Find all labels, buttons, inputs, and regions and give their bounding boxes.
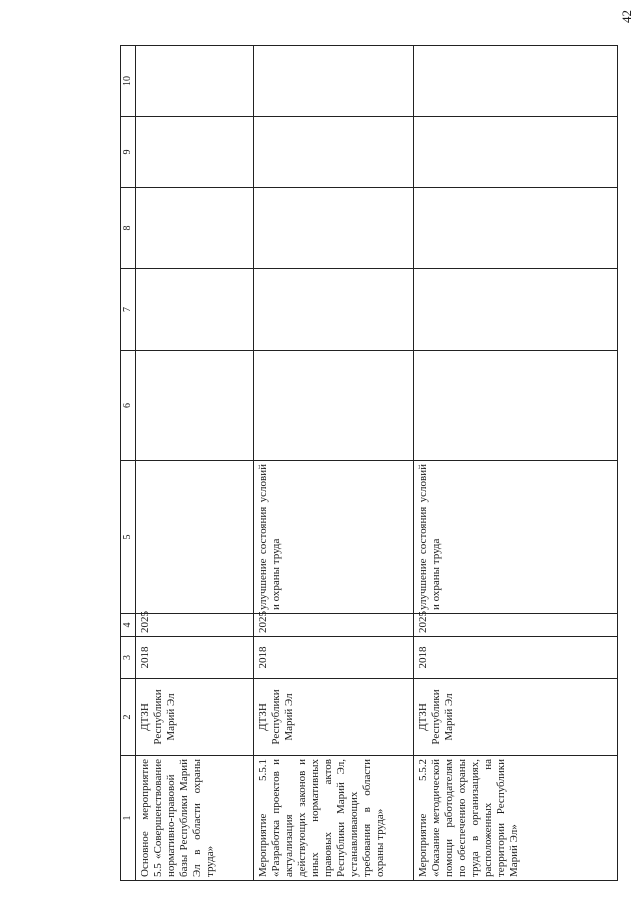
end-year-cell: 2025 bbox=[414, 614, 618, 637]
column-header-7: 7 bbox=[121, 269, 136, 351]
cell-col-10 bbox=[136, 46, 254, 117]
cell-col-6 bbox=[254, 351, 414, 461]
column-header-1: 1 bbox=[121, 756, 136, 881]
table-row bbox=[136, 46, 254, 881]
column-header-8: 8 bbox=[121, 188, 136, 269]
executor-cell: ДТЗН Республики Марий Эл bbox=[136, 679, 254, 756]
cell-col-7 bbox=[414, 269, 618, 351]
cell-col-9 bbox=[414, 117, 618, 188]
column-header-9: 9 bbox=[121, 117, 136, 188]
executor-cell: ДТЗН Республики Марий Эл bbox=[254, 679, 414, 756]
cell-col-10 bbox=[414, 46, 618, 117]
cell-col-7 bbox=[254, 269, 414, 351]
result-cell: улучшение состояния условий и охраны труда bbox=[254, 461, 414, 614]
cell-col-8 bbox=[136, 188, 254, 269]
cell-col-6 bbox=[414, 351, 618, 461]
table-row bbox=[414, 46, 618, 881]
column-header-3: 3 bbox=[121, 637, 136, 679]
measure-name-cell: Основное мероприятие 5.5 «Совершенствование нормативно-правовой базы Республики Марий Эл в области охраны труда» bbox=[136, 756, 254, 881]
result-cell bbox=[136, 461, 254, 614]
measure-name-cell: Мероприятие 5.5.1 «Разработка проектов и актуализация действующих законов и иных нормативных правовых актов Республики Марий Эл, устанавливающих требования в области охраны труда» bbox=[254, 756, 414, 881]
page-number: 42 bbox=[619, 10, 634, 23]
cell-col-8 bbox=[414, 188, 618, 269]
end-year-cell: 2025 bbox=[136, 614, 254, 637]
start-year-cell: 2018 bbox=[414, 637, 618, 679]
start-year-cell: 2018 bbox=[254, 637, 414, 679]
column-header-6: 6 bbox=[121, 351, 136, 461]
cell-col-8 bbox=[254, 188, 414, 269]
end-year-cell: 2025 bbox=[254, 614, 414, 637]
cell-col-6 bbox=[136, 351, 254, 461]
measures-table bbox=[120, 45, 618, 881]
result-cell: улучшение состояния условий и охраны труда bbox=[414, 461, 618, 614]
column-header-10: 10 bbox=[121, 46, 136, 117]
table-row bbox=[254, 46, 414, 881]
column-header-2: 2 bbox=[121, 679, 136, 756]
cell-col-9 bbox=[254, 117, 414, 188]
measure-name-cell: Мероприятие 5.5.2 «Оказание методической помощи работодателям по обеспечению охраны труда в организациях, расположенных на территории Республики Марий Эл» bbox=[414, 756, 618, 881]
start-year-cell: 2018 bbox=[136, 637, 254, 679]
cell-col-10 bbox=[254, 46, 414, 117]
executor-cell: ДТЗН Республики Марий Эл bbox=[414, 679, 618, 756]
cell-col-9 bbox=[136, 117, 254, 188]
column-header-4: 4 bbox=[121, 614, 136, 637]
column-number-row bbox=[121, 46, 136, 881]
cell-col-7 bbox=[136, 269, 254, 351]
column-header-5: 5 bbox=[121, 461, 136, 614]
